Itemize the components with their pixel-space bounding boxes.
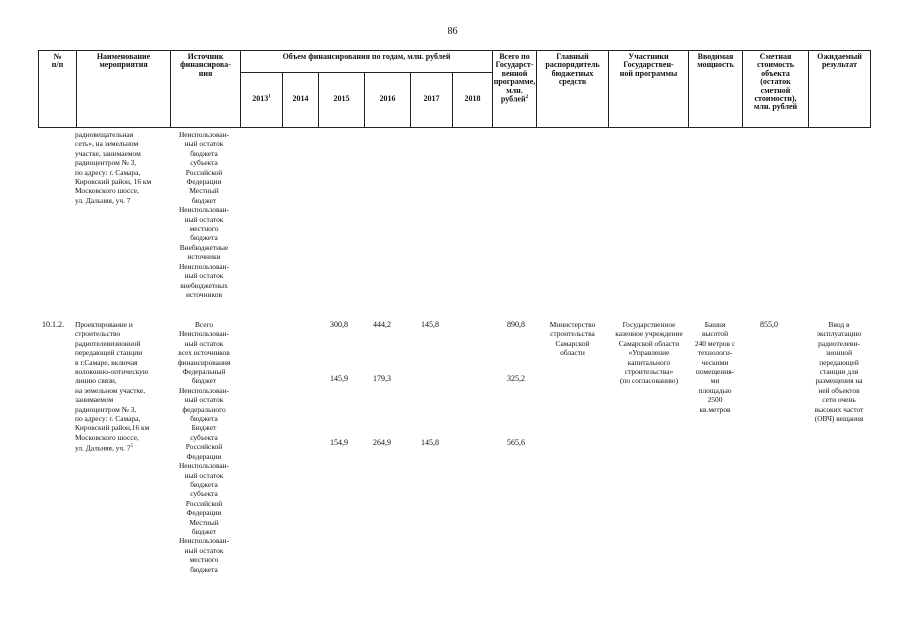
header-year-2015: 2015 — [333, 94, 350, 103]
federal-total: 325,2 — [507, 374, 525, 383]
page-number: 86 — [447, 26, 458, 37]
header-top-border — [38, 50, 870, 51]
row-name-text: Проектирование и строительство радиотелевизионной передающей станции в г.Самаре, включая волоконно-оптическую линию связи, на земельном участке, занимаемом радиоцентром № 3, по адресу: г. Самара, Кировский район,16 км Московского шоссе, ул. Дальняя, уч. 7 — [75, 320, 150, 453]
years-divider — [240, 72, 492, 73]
subject-total: 565,6 — [507, 438, 525, 447]
header-name: Наименование мероприятия — [96, 52, 151, 70]
continuation-source: Неиспользован- ный остаток бюджета субъекта Российской Федерации Местный бюджет Неиспользован- ный остаток местного бюджета Внебюджетные источники Неиспользован- ный остаток внебюджетных источников — [178, 130, 230, 299]
header-result: Ожидаемый результат — [817, 52, 862, 70]
row-capacity: Башня высотой 240 метров с технологи- ческими помещения- ми площадью 2500 кв.метров — [694, 320, 736, 414]
footnote-mark: 2 — [525, 94, 529, 100]
federal-2015: 145,9 — [330, 374, 348, 383]
footnote-mark: 1 — [268, 94, 271, 100]
continuation-name: радиовещательная сеть», на земельном участке, занимаемом радиоцентром № 3, по адресу: г. Самара, Кировский район, 16 км Московского шоссе, ул. Дальняя, уч. 7 — [75, 130, 152, 205]
header-total — [493, 53, 536, 104]
header-year-2013 — [241, 94, 282, 103]
row-estimate: 855,0 — [760, 320, 778, 329]
header-source: Источник финансирова- ния — [180, 52, 231, 78]
header-total-text: Всего по Государст- венной программе, млн. рублей — [493, 52, 536, 104]
total-2015: 300,8 — [330, 320, 348, 329]
total-2016: 444,2 — [373, 320, 391, 329]
header-participants: Участники Государствен- ной программы — [619, 52, 678, 78]
header-estimate: Сметная стоимость объекта (остаток сметной стоимости), млн. рублей — [753, 52, 798, 112]
header-year-2016: 2016 — [379, 94, 396, 103]
year-label: 2013 — [252, 94, 269, 103]
federal-2016: 179,3 — [373, 374, 391, 383]
subject-2017: 145,8 — [421, 438, 439, 447]
col-line — [870, 50, 871, 128]
row-manager: Министерство строительства Самарской области — [549, 320, 596, 358]
row-participants: Государственное казенное учреждение Самарской области «Управление капитального строительства» (по согласованию) — [615, 320, 683, 386]
header-capacity: Вводимая мощность — [697, 52, 734, 70]
header-bottom-border — [38, 127, 870, 128]
total-2017: 145,8 — [421, 320, 439, 329]
subject-2015: 154,9 — [330, 438, 348, 447]
row-source: Всего Неиспользован- ный остаток всех источников финансирования Федеральный бюджет Неиспользован- ный остаток федерального бюджета Бюджет субъекта Российской Федерации Неиспользован- ный остаток бюджета субъекта Российской Федерации Местный бюджет Неиспользован- ный остаток местного бюджета — [177, 320, 231, 574]
header-volume: Объем финансирования по годам, млн. рублей — [282, 52, 451, 61]
row-result: Ввод в эксплуатацию радиотелеви- зионной передающей станции для размещения на ней объектов сети очень высоких частот (ОВЧ) вещания — [814, 320, 864, 424]
footnote-mark: 5 — [130, 444, 133, 450]
header-year-2014: 2014 — [292, 94, 309, 103]
row-id: 10.1.2. — [42, 320, 64, 329]
row-name — [75, 320, 173, 453]
header-num: № п/п — [51, 52, 64, 70]
col-line — [240, 50, 241, 128]
subject-2016: 264,9 — [373, 438, 391, 447]
total-all: 890,8 — [507, 320, 525, 329]
header-year-2018: 2018 — [464, 94, 481, 103]
header-manager: Главный распорядитель бюджетных средств — [545, 52, 600, 87]
header-year-2017: 2017 — [423, 94, 440, 103]
